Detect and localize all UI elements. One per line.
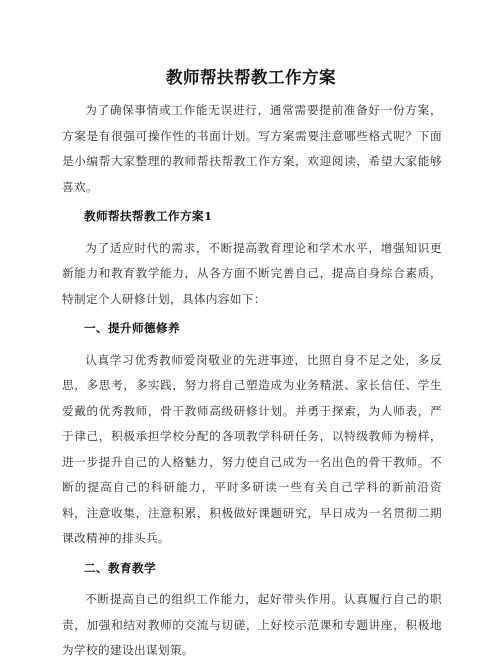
intro-paragraph: 为了确保事情或工作能无误进行，通常需要提前准备好一份方案，方案是有很强可操作性的书面计划。写方案需要注意哪些格式呢？下面是小编帮大家整理的教师帮扶帮教工作方案，欢迎阅读，希望大家能够喜欢。 xyxy=(62,103,442,194)
section1-paragraph: 认真学习优秀教师爱岗敬业的先进事迹，比照自身不足之处，多反思，多思考，多实践，努力将自己塑造成为业务精湛、家长信任、学生爱戴的优秀教师，骨干教师高级研修计划。并勇于探索，为人师表，严于律己，积极承担学校分配的各项教学科研任务，以特级教师为榜样，进一步提升自己的人格魅力，努力使自己成为一名出色的骨干教师。不断的提高自己的科研能力，平时多研读一些有关自己学科的新前沿资料，注意收集，注意积累，积极做好课题研究，早日成为一名贯彻二期课改精神的排头兵。 xyxy=(62,352,442,545)
plan1-heading: 教师帮扶帮教工作方案1 xyxy=(84,209,213,223)
section2-paragraph: 不断提高自己的组织工作能力，起好带头作用。认真履行自己的职责，加强和结对教师的交流与切磋，上好校示范课和专题讲座，积极地为学校的建设出谋划策。 xyxy=(62,592,442,657)
section1-heading: 一、提升师德修养 xyxy=(84,321,180,335)
plan1-intro-paragraph: 为了适应时代的需求，不断提高教育理论和学术水平，增强知识更新能力和教育教学能力，从各方面不断完善自己，提高自身综合素质，特制定个人研修计划，具体内容如下： xyxy=(62,240,442,306)
document-body xyxy=(62,98,442,664)
section2-heading: 二、教育教学 xyxy=(84,560,156,575)
document-title: 教师帮扶帮教工作方案 xyxy=(166,68,336,87)
